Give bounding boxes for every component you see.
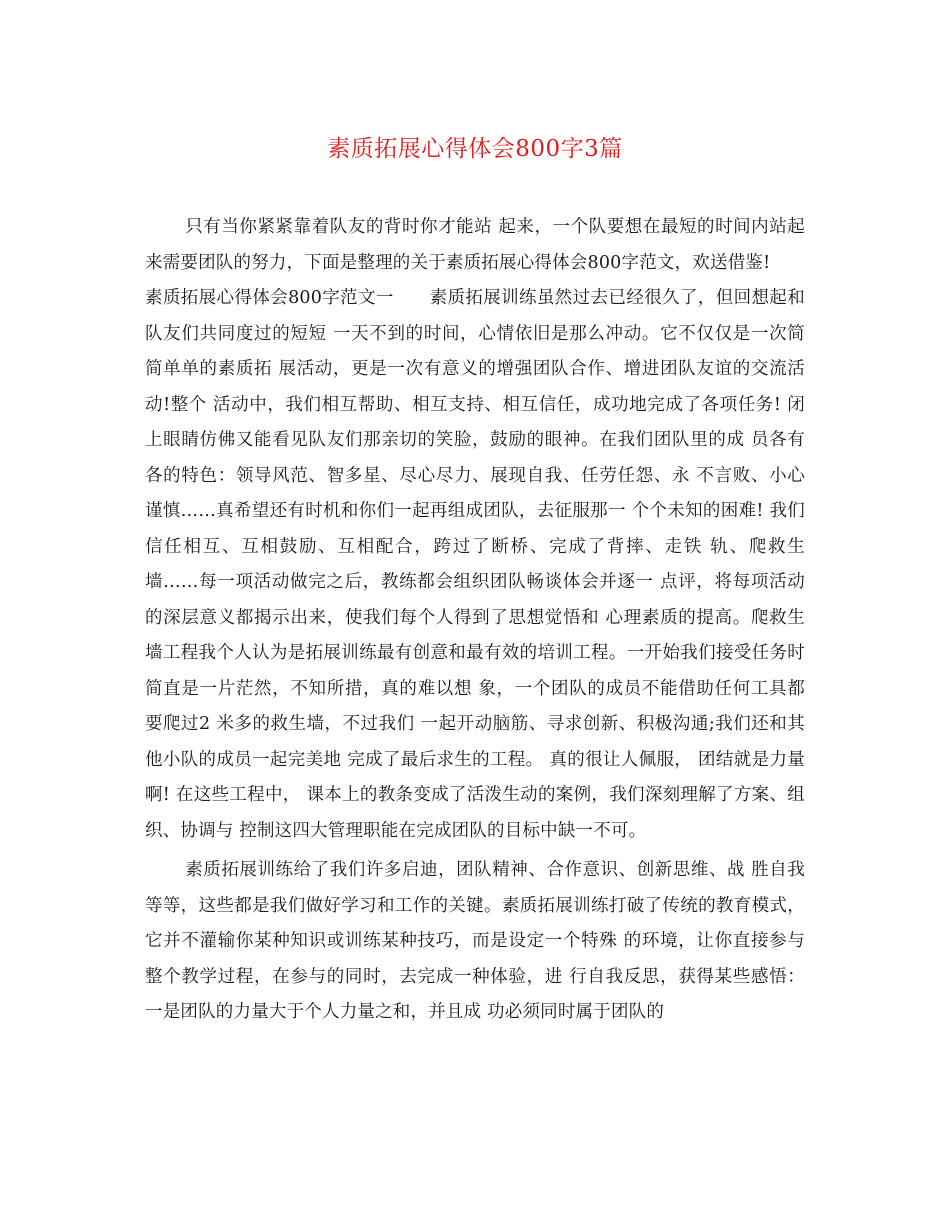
intro-paragraph: 只有当你紧紧靠着队友的背时你才能站 起来，一个队要想在最短的时间内站起来需要团队的努力，下面是整理的关于素质拓展心得体会800字范文，欢送借鉴! — [145, 217, 805, 273]
document-title: 素质拓展心得体会800字3篇 — [327, 136, 623, 162]
essay-one-paragraph-continued: 素质拓展训练给了我们许多启迪，团队精神、合作意识、创新思维、战 胜自我等等，这些都是我们做好学习和工作的关键。素质拓展训练打破了传统的教育模式，它并不灌输你某种知识或训练某种技巧，而是设定一个特殊 的环境，让你直接参与整个教学过程，在参与的同时，去完成一种体验，进 行自我反思，获得某些感悟： 一是团队的力量大于个人力量之和，并且成 功必须同时属于团队的 — [145, 860, 805, 1022]
document-body — [145, 210, 805, 1031]
essay-one-paragraph: 素质拓展心得体会800字范文一 素质拓展训练虽然过去已经很久了，但回想起和队友们共同度过的短短 一天不到的时间，心情依旧是那么冲动。它不仅仅是一次简简单单的素质拓 展活动，更是一次有意义的增强团队合作、增进团队友谊的交流活动!整个 活动中，我们相互帮助、相互支持、相互信任，成功地完成了各项任务! 闭 上眼睛仿佛又能看见队友们那亲切的笑脸，鼓励的眼神。在我们团队里的成 员各有各的特色：领导风范、智多星、尽心尽力、展现自我、任劳任怨、永 不言败、小心谨慎……真希望还有时机和你们一起再组成团队，去征服那一 个个未知的困难! 我们信任相互、互相鼓励、互相配合，跨过了断桥、完成了背摔、走铁 轨、爬救生墙……每一项活动做完之后，教练都会组织团队畅谈体会并逐一 点评，将每项活动的深层意义都揭示出来，使我们每个人得到了思想觉悟和 心理素质的提高。爬救生墙工程我个人认为是拓展训练最有创意和最有效的培训工程。一开始我们接受任务时简直是一片茫然，不知所措，真的难以想 象，一个团队的成员不能借助任何工具都要爬过2 米多的救生墙，不过我们 一起开动脑筋、寻求创新、积极沟通;我们还和其他小队的成员一起完美地 完成了最后求生的工程。 真的很让人佩服， 团结就是力量啊! 在这些工程中， 课本上的教条变成了活泼生动的案例，我们深刻理解了方案、组织、协调与 控制这四大管理职能在完成团队的目标中缺一不可。 — [145, 288, 805, 841]
